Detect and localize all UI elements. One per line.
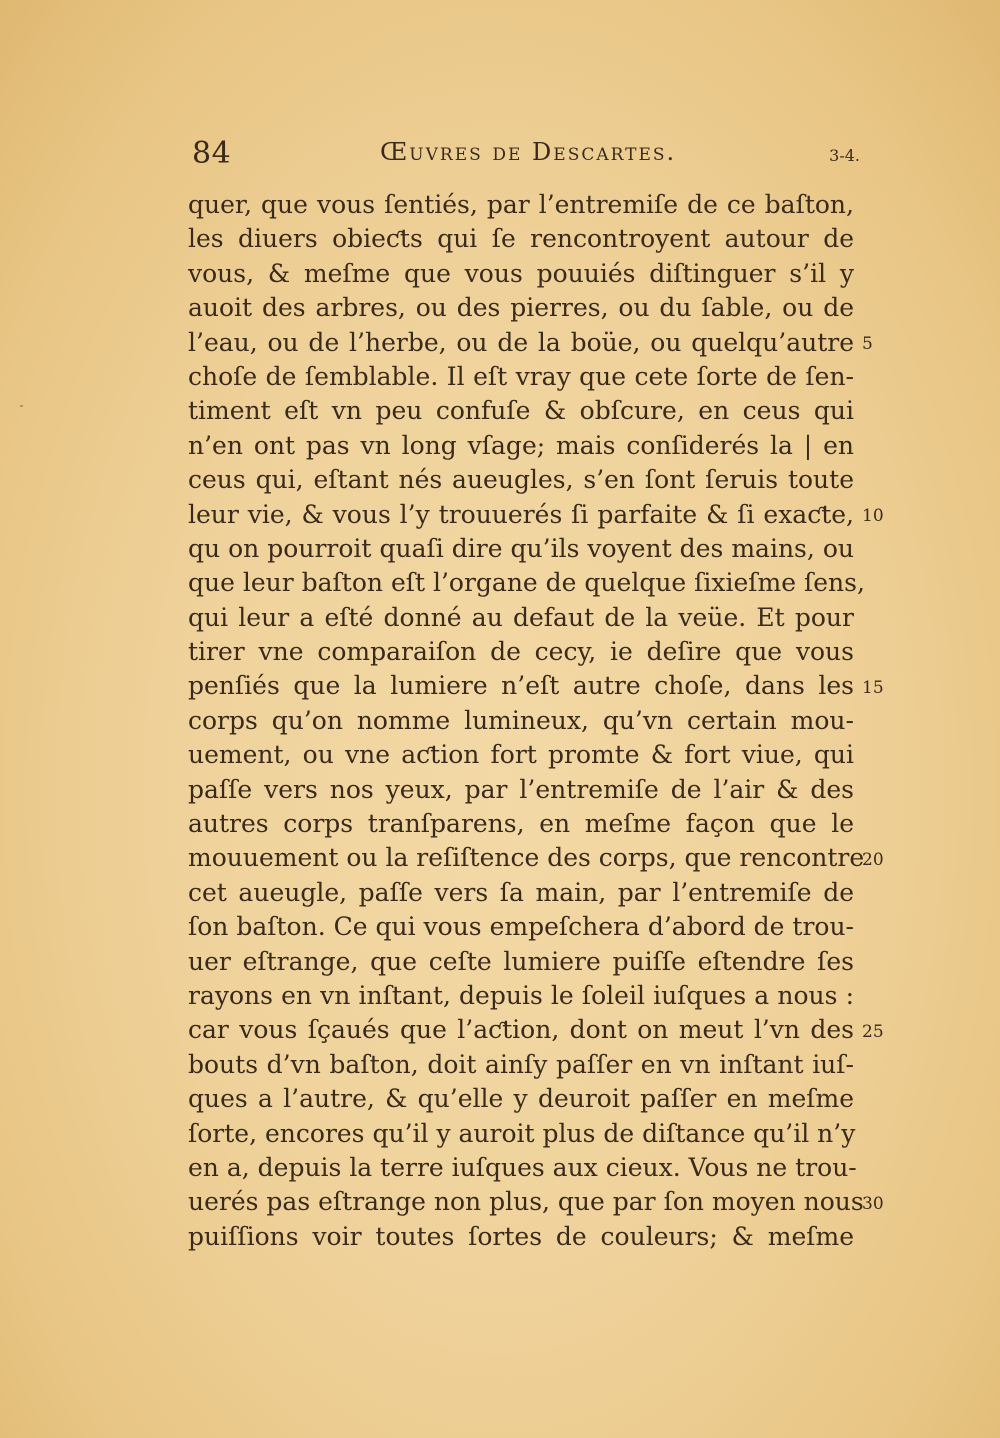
margin-line-number: 20 <box>862 849 884 870</box>
text-line: cet aueugle, paſſe vers ſa main, par l’entremiſe de <box>188 877 854 907</box>
text-line: rayons en vn inſtant, depuis le ſoleil iuſques a nous : <box>188 980 854 1010</box>
text-line: uer eſtrange, que ceſte lumiere puiſſe eſtendre ſes <box>188 946 854 976</box>
text-line: timent eſt vn peu confuſe & obſcure, en ceus qui <box>188 396 854 426</box>
margin-line-number: 15 <box>862 677 884 698</box>
text-line: ceus qui, eſtant nés aueugles, s’en ſont ſeruis toute <box>188 465 854 495</box>
text-line: que leur baſton eſt l’organe de quelque ſixieſme ſens, <box>188 568 865 598</box>
text-line: bouts d’vn baſton, doit ainſy paſſer en vn inſtant iuſ- <box>188 1049 854 1079</box>
body-text <box>188 188 865 1254</box>
text-line: les diuers obieƈts qui ſe rencontroyent autour de <box>188 224 854 254</box>
text-line: vous, & meſme que vous pouuiés diſtinguer s’il y <box>188 258 854 288</box>
margin-line-number: 25 <box>862 1021 884 1042</box>
text-line: uerés pas eſtrange non plus, que par ſon moyen nous <box>188 1187 864 1217</box>
text-line: l’eau, ou de l’herbe, ou de la boüe, ou quelqu’autre <box>188 327 854 357</box>
text-line: auoit des arbres, ou des pierres, ou du ſable, ou de <box>188 293 854 323</box>
page-header <box>190 136 860 176</box>
margin-line-number: 5 <box>862 333 873 354</box>
text-line: paſſe vers nos yeux, par l’entremiſe de l’air & des <box>188 774 854 804</box>
text-line: corps qu’on nomme lumineux, qu’vn certain mou- <box>188 705 854 735</box>
text-line: car vous ſçaués que l’aƈtion, dont on meut l’vn des <box>188 1015 854 1045</box>
text-line: qui leur a eſté donné au defaut de la veüe. Et pour <box>188 602 854 632</box>
text-line: penſiés que la lumiere n’eſt autre choſe, dans les <box>188 671 854 701</box>
text-line: ques a l’autre, & qu’elle y deuroit paſſer en meſme <box>188 1084 854 1114</box>
text-line: quer, que vous ſentiés, par l’entremiſe de ce baſton, <box>188 190 854 219</box>
text-line: choſe de ſemblable. Il eſt vray que cete ſorte de ſen- <box>188 361 854 391</box>
text-line: mouuement ou la reſiſtence des corps, que rencontre <box>188 843 865 873</box>
text-line: qu on pourroit quaſi dire qu’ils voyent des mains, ou <box>188 533 854 563</box>
text-line: puiſſions voir toutes ſortes de couleurs; & meſme <box>188 1221 854 1251</box>
text-line: en a, depuis la terre iuſques aux cieux. Vous ne trou- <box>188 1152 857 1182</box>
running-title: Œuvres de Descartes. <box>380 138 677 166</box>
page-reference: 3-4. <box>829 146 860 165</box>
text-line: tirer vne comparaiſon de cecy, ie deſire que vous <box>188 637 854 667</box>
text-line: ſon baſton. Ce qui vous empeſchera d’abord de trou- <box>188 912 854 942</box>
paper-speck <box>20 405 23 407</box>
margin-line-number: 30 <box>862 1193 884 1214</box>
text-line: uement, ou vne aƈtion fort promte & fort viue, qui <box>188 740 854 770</box>
text-line: n’en ont pas vn long vſage; mais conſiderés la | en <box>188 430 854 460</box>
text-line: ſorte, encores qu’il y auroit plus de diſtance qu’il n’y <box>188 1118 856 1148</box>
text-line: leur vie, & vous l’y trouuerés ſi parfaite & ſi exaƈte, <box>188 499 854 529</box>
margin-line-number: 10 <box>862 505 884 526</box>
page-number: 84 <box>192 136 232 171</box>
text-line: autres corps tranſparens, en meſme façon que le <box>188 809 854 839</box>
